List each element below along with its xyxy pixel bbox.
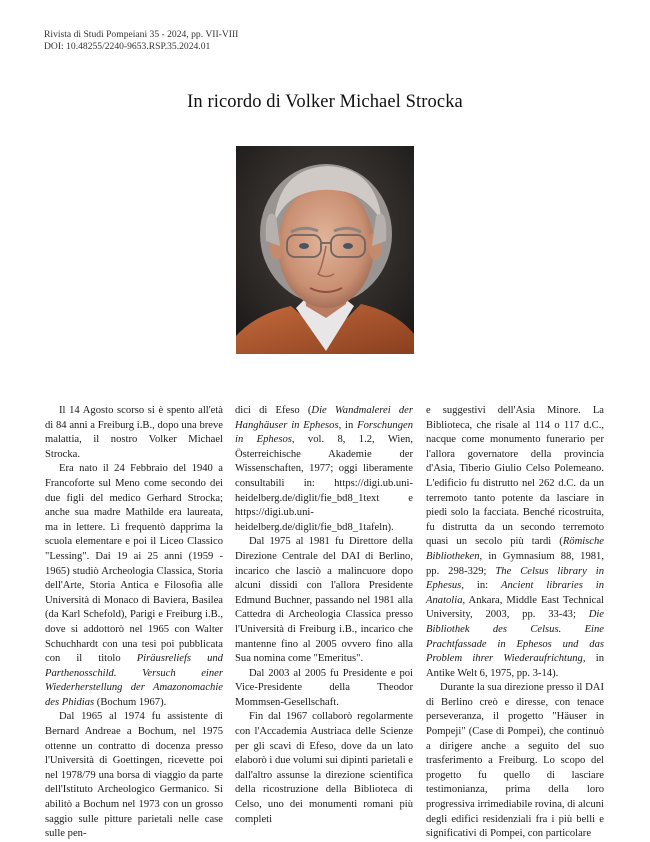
doi-line: DOI: 10.48255/2240-9653.RSP.35.2024.01 [44, 41, 211, 52]
article-title: In ricordo di Volker Michael Strocka [187, 92, 463, 112]
text-column-3 [426, 404, 604, 842]
text-column-2 [235, 404, 413, 827]
paragraph: Dal 1965 al 1974 fu assistente di Bernard Andreae a Bochum, nel 1975 ottenne un contratto di docenza presso l'Università di Goettingen, ricevette poi nel 1978/79 una borsa di viaggio da parte dell'Istituto Archeologico Germanico. Si abilitò a Bochum nel 1973 con un grosso saggio sulle pitture parietali nelle case sulle pen- [45, 711, 223, 840]
text-column-1 [45, 404, 223, 842]
paragraph: dici di Efeso (Die Wandmalerei der Hanghäuser in Ephesos, in Forschungen in Ephesos, vol. 8, 1.2, Wien, Österreichische Akademie der Wissenschaften, 1977; oggi liberamente consultabili in: https://digi.ub.uni-heidelberg.de/diglit/fie_bd8_1text e https://digi.ub.uni-heidelberg.de/diglit/fie_bd8_1tafeln). [235, 405, 413, 533]
running-header [44, 29, 238, 53]
paragraph: Dal 2003 al 2005 fu Presidente e poi Vice-Presidente della Theodor Mommsen-Gesellschaft. [235, 667, 413, 708]
paragraph: Fin dal 1967 collaborò regolarmente con l'Accademia Austriaca delle Scienze per gli scavi di Efeso, dove da un lato elaborò i due volumi sui dipinti parietali e dall'altro assunse la direzione scientifica della ricostruzione della Biblioteca di Celso, uno dei monumenti romani più completi [235, 711, 413, 825]
paragraph: Dal 1975 al 1981 fu Direttore della Direzione Centrale del DAI di Berlino, incarico che lasciò a malincuore dopo alcuni dissidi con l'allora Presidente Edmund Buchner, passando nel 1981 alla Cattedra di Archeologia Classica presso l'Università di Freiburg i.B., incarico che mantenne fino al 2005 ovvero fino alla Sua nomina come "Emeritus". [235, 536, 413, 665]
paragraph: Il 14 Agosto scorso si è spento all'età di 84 anni a Freiburg i.B., dopo una breve malattia, il nostro Volker Michael Strocka. [45, 405, 223, 460]
journal-citation: Rivista di Studi Pompeiani 35 - 2024, pp. VII-VIII [44, 29, 239, 40]
paragraph: e suggestivi dell'Asia Minore. La Biblioteca, che risale al 114 o 117 d.C., nacque come monumento funerario per l'allora governatore della provincia d'Asia, Tiberio Giulio Celso Polemeano. L'edificio fu distrutto nel 262 d.C. da un terremoto tanto potente da lasciare in piedi solo la facciata. Benché ricostruita, fu distrutta da un secondo terremoto quasi un secolo più tardi (Römische Bibliotheken, in Gymnasium 88, 1981, pp. 298-329; The Celsus library in Ephesus, in: Ancient libraries in Anatolia, Ankara, Middle East Technical University, 2003, pp. 33-43; Die Bibliothek des Celsus. Eine Prachtfassade in Ephesos und das Problem ihrer Wiederaufrichtung, in Antike Welt 6, 1975, pp. 3-14). [426, 405, 604, 679]
portrait-photo [236, 146, 414, 354]
paragraph: Era nato il 24 Febbraio del 1940 a Francoforte sul Meno come secondo dei due figli del medico Gerhard Strocka; anche sua madre Mathilde era laureata, ma in lettere. Lì frequentò dapprima la scuola elementare e poi il Liceo Classico "Lessing". Dai 19 ai 25 anni (1959 - 1965) studiò Archeologia Classica, Storia dell'Arte, Storia Antica e Filosofia alle Università di Monaco di Baviera, Basilea (da Karl Schefold), Parigi e Freiburg i.B., dove si addottorò nel 1965 con Walter Schuchhardt con una tesi poi pubblicata con il titolo Piräusreliefs und Parthenosschild. Versuch einer Wiederherstellung der Amazonomachie des Phidias (Bochum 1967). [45, 463, 223, 708]
paragraph: Durante la sua direzione presso il DAI di Berlino creò e diresse, con tenace perseveranza, il progetto "Häuser in Pompeji" (Case di Pompei), che continuò a dirigere anche a seguito del suo trasferimento a Freiburg. Lo scopo del progetto fu quello di lasciare testimonianza, prima della loro progressiva irrimediabile rovina, di alcuni degli edifici residenziali fra i più belli e significativi di Pompei, con particolare [426, 682, 604, 840]
